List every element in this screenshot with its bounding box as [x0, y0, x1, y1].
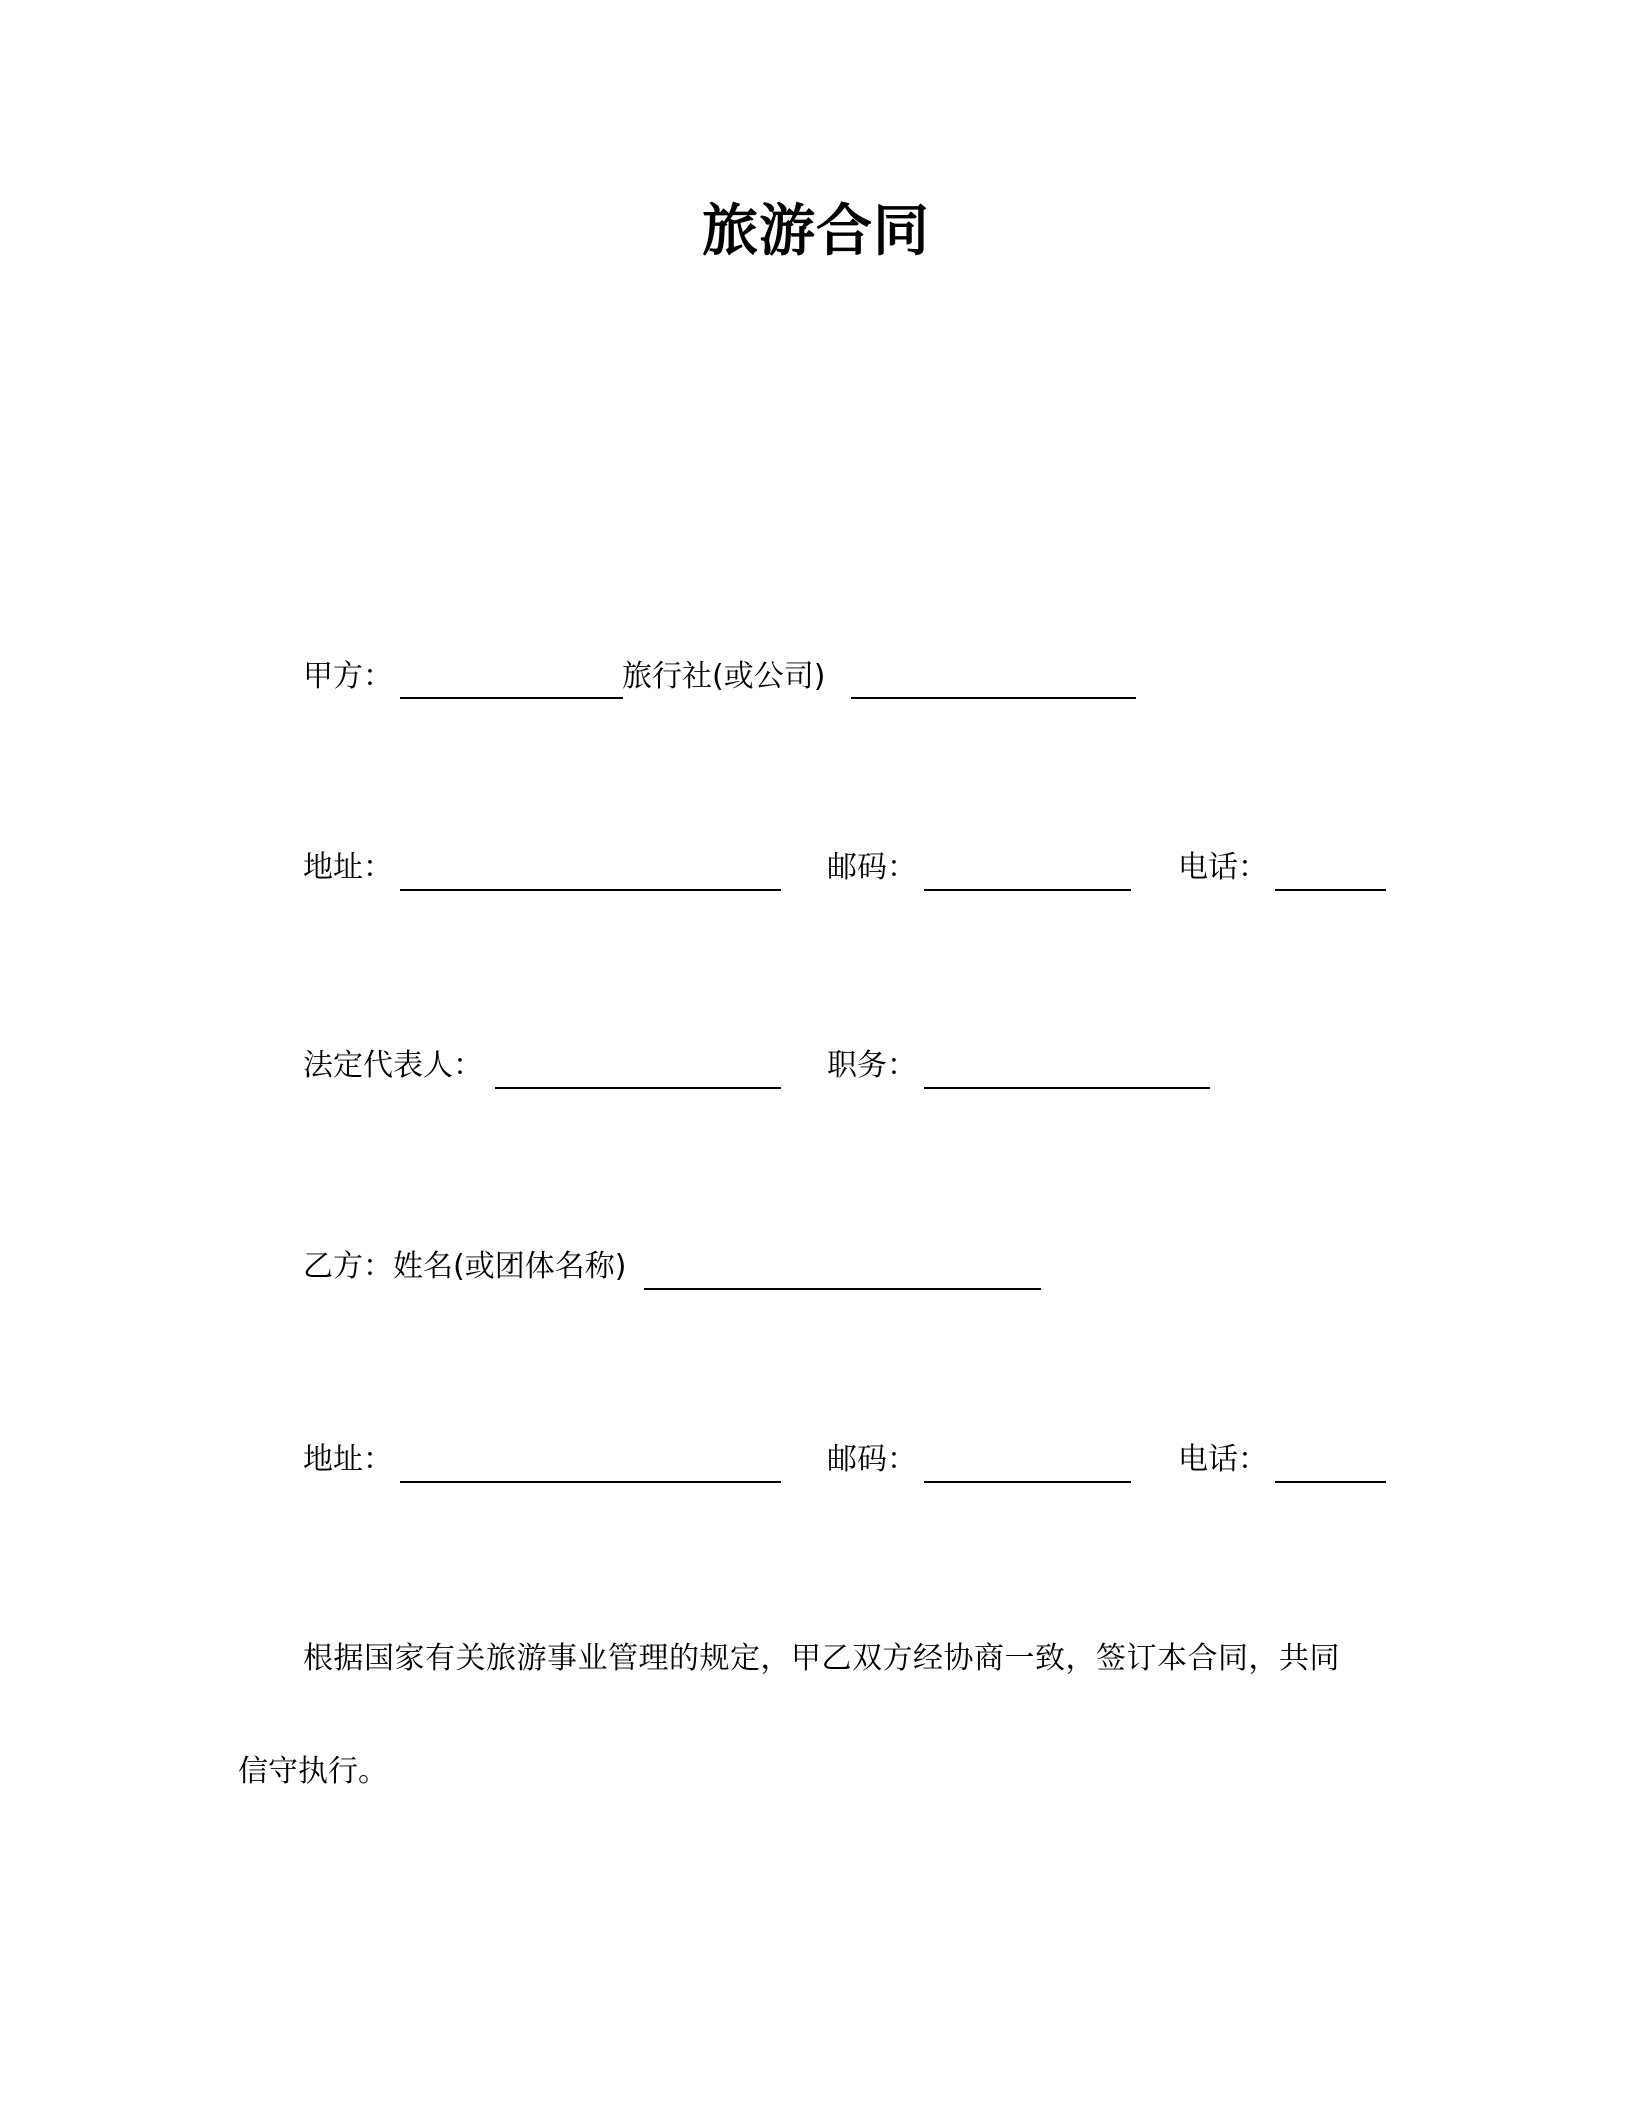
party-a-label: 甲方： — [303, 659, 393, 694]
legal-rep-label: 法定代表人： — [303, 1048, 483, 1083]
party-b-phone-label: 电话： — [1178, 1442, 1268, 1477]
party-a-postcode-label: 邮码： — [827, 850, 917, 885]
party-b-postcode-field[interactable] — [924, 1481, 1131, 1483]
party-a-name-field[interactable] — [400, 697, 623, 699]
party-a-address-field[interactable] — [400, 889, 781, 891]
party-a-address-label: 地址： — [303, 850, 393, 885]
intro-paragraph-line-1: 根据国家有关旅游事业管理的规定，甲乙双方经协商一致，签订本合同，共同 — [303, 1641, 1340, 1676]
document-title: 旅游合同 — [702, 199, 930, 264]
party-a-agency-field[interactable] — [851, 697, 1136, 699]
party-b-address-label: 地址： — [303, 1442, 393, 1477]
party-b-name-field[interactable] — [644, 1288, 1041, 1290]
party-a-phone-field[interactable] — [1275, 889, 1386, 891]
party-b-address-field[interactable] — [400, 1481, 781, 1483]
party-b-label: 乙方：姓名(或团体名称) — [303, 1249, 627, 1284]
party-a-agency-label: 旅行社(或公司) — [622, 659, 826, 694]
party-a-phone-label: 电话： — [1178, 850, 1268, 885]
party-b-postcode-label: 邮码： — [827, 1442, 917, 1477]
position-label: 职务： — [827, 1048, 917, 1083]
position-field[interactable] — [924, 1087, 1210, 1089]
party-a-postcode-field[interactable] — [924, 889, 1131, 891]
party-b-phone-field[interactable] — [1275, 1481, 1386, 1483]
legal-rep-field[interactable] — [495, 1087, 781, 1089]
intro-paragraph-line-2: 信守执行。 — [238, 1754, 388, 1789]
